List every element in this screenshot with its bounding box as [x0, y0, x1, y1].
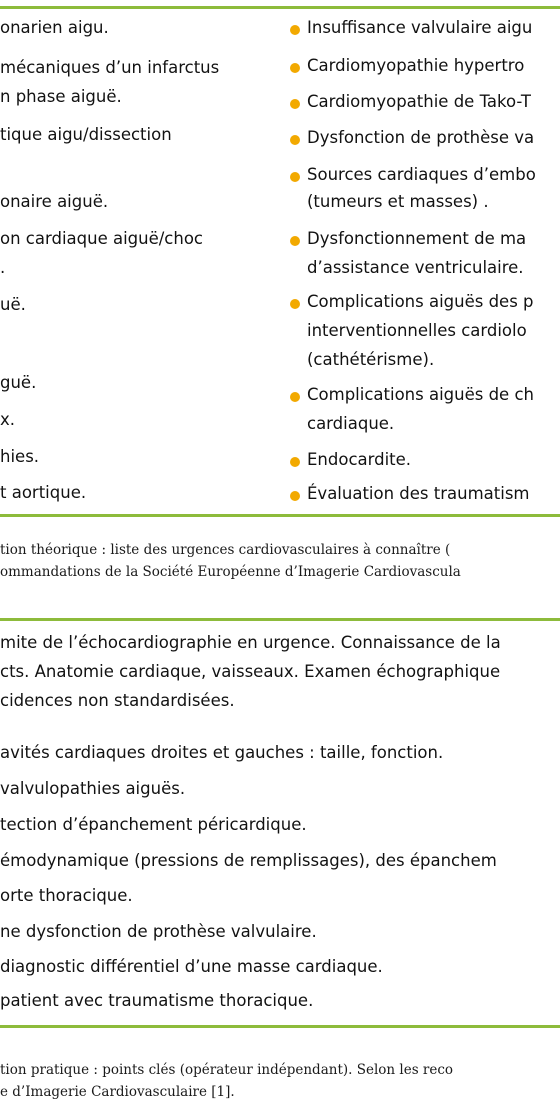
bullet-icon — [290, 236, 300, 246]
top-rule — [0, 6, 560, 9]
right-item: (tumeurs et masses) . — [307, 192, 489, 211]
bullet-icon — [290, 63, 300, 73]
right-item: Dysfonctionnement de ma — [307, 229, 527, 248]
table2-row: valvulopathies aiguës. — [0, 779, 186, 798]
right-item: cardiaque. — [307, 414, 395, 433]
right-item: Complications aiguës de ch — [307, 385, 534, 404]
table2-row: émodynamique (pressions de remplissages), des épanchem — [0, 851, 497, 870]
caption-line: e d’Imagerie Cardiovasculaire [1]. — [0, 1084, 235, 1100]
bullet-icon — [290, 299, 300, 309]
table2-row: cts. Anatomie cardiaque, vaisseaux. Examen échographique — [0, 662, 501, 681]
right-item: Évaluation des traumatism — [307, 484, 530, 503]
table2-row: patient avec traumatisme thoracique. — [0, 991, 314, 1010]
left-item: x. — [0, 410, 16, 429]
caption-line: tion pratique : points clés (opérateur indépendant). Selon les reco — [0, 1062, 454, 1078]
bullet-icon — [290, 491, 300, 501]
bullet-icon — [290, 172, 300, 182]
right-item: Sources cardiaques d’embo — [307, 165, 536, 184]
table2-row: orte thoracique. — [0, 886, 133, 905]
right-item: (cathétérisme). — [307, 350, 435, 369]
table2-top-rule — [0, 618, 560, 621]
right-item: interventionnelles cardiolo — [307, 321, 527, 340]
table2-row: tection d’épanchement péricardique. — [0, 815, 307, 834]
table2-row: diagnostic différentiel d’une masse cardiaque. — [0, 957, 383, 976]
bullet-icon — [290, 25, 300, 35]
left-item: mécaniques d’un infarctus — [0, 58, 220, 77]
bullet-icon — [290, 392, 300, 402]
left-item: n phase aiguë. — [0, 87, 122, 106]
left-item: tique aigu/dissection — [0, 125, 172, 144]
left-item: onarien aigu. — [0, 18, 109, 37]
bullet-icon — [290, 99, 300, 109]
bullet-icon — [290, 135, 300, 145]
left-item: on cardiaque aiguë/choc — [0, 229, 204, 248]
left-item: . — [0, 258, 6, 277]
right-item: d’assistance ventriculaire. — [307, 258, 524, 277]
left-item: hies. — [0, 447, 40, 466]
caption-line: ommandations de la Société Européenne d’Imagerie Cardiovascula — [0, 564, 461, 580]
caption-line: tion théorique : liste des urgences cardiovasculaires à connaître ( — [0, 542, 451, 558]
left-item: t aortique. — [0, 483, 87, 502]
left-item: uë. — [0, 295, 26, 314]
right-item: Endocardite. — [307, 450, 412, 469]
table2-row: mite de l’échocardiographie en urgence. Connaissance de la — [0, 633, 501, 652]
table2-row: cidences non standardisées. — [0, 691, 235, 710]
right-item: Insuffisance valvulaire aigu — [307, 18, 533, 37]
right-item: Dysfonction de prothèse va — [307, 128, 535, 147]
right-item: Cardiomyopathie de Tako-T — [307, 92, 531, 111]
table2-row: ne dysfonction de prothèse valvulaire. — [0, 922, 317, 941]
table2-bottom-rule — [0, 1025, 560, 1028]
left-item: onaire aiguë. — [0, 192, 109, 211]
table1-bottom-rule — [0, 514, 560, 517]
right-item: Cardiomyopathie hypertro — [307, 56, 525, 75]
table2-row: avités cardiaques droites et gauches : taille, fonction. — [0, 743, 444, 762]
bullet-icon — [290, 457, 300, 467]
left-item: guë. — [0, 373, 37, 392]
right-item: Complications aiguës des p — [307, 292, 534, 311]
